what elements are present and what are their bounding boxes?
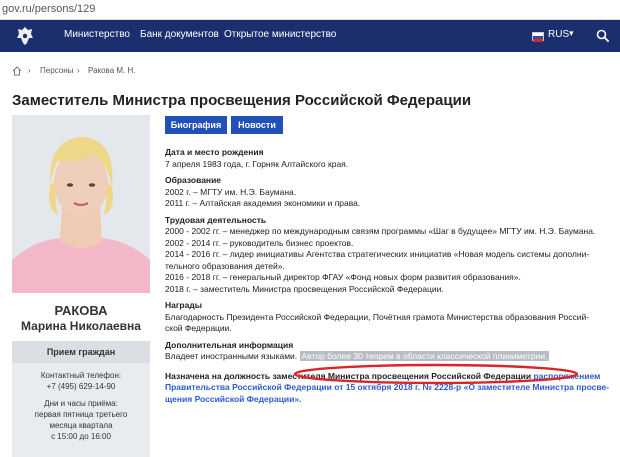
work-line: тельного образования детей». bbox=[165, 260, 285, 271]
person-surname: РАКОВА bbox=[54, 303, 108, 318]
work-line: 2016 - 2018 гг. – генеральный директор ФГАУ «Фонд новых форм развития образования». bbox=[165, 272, 521, 282]
chevron-down-icon[interactable]: ▾ bbox=[569, 28, 574, 38]
biography-content bbox=[165, 142, 615, 405]
chevron-right-icon: › bbox=[28, 66, 31, 75]
page-title: Заместитель Министра просвещения Российской Федерации bbox=[12, 92, 472, 109]
coat-of-arms-icon[interactable] bbox=[14, 25, 36, 47]
work-line: 2018 г. – заместитель Министра просвещения Российской Федерации. bbox=[165, 283, 444, 294]
breadcrumb-item-persons[interactable]: Персоны bbox=[40, 66, 74, 75]
decree-link[interactable]: распоряжением Правительства Российской Федерации от 15 октября 2018 г. № 2228-р «О заместителе Министра просве-щения Российской Федерации». bbox=[165, 370, 610, 404]
work-line: 2000 - 2002 гг. – менеджер по международным связям программы «Шаг в будущее» МГТУ им. Н.Э. Баумана. bbox=[165, 226, 596, 236]
search-icon[interactable] bbox=[596, 29, 610, 43]
url-text[interactable]: gov.ru/persons/129 bbox=[2, 3, 96, 15]
section-heading: Дата и место рождения bbox=[165, 147, 264, 157]
address-bar[interactable] bbox=[0, 0, 620, 20]
awards-line: ской Федерации. bbox=[165, 323, 232, 333]
appointment-label: Назначена на должность заместителя Министра просвещения Российской Федерации bbox=[165, 370, 532, 381]
person-name: Марина Николаевна bbox=[21, 319, 141, 333]
hours-line: первая пятница третьего bbox=[34, 410, 128, 419]
extra-info bbox=[165, 351, 615, 363]
work-line: 2002 - 2014 гг. – руководитель бизнес проектов. bbox=[165, 237, 354, 248]
tab-news[interactable]: Новости bbox=[231, 116, 283, 134]
education-line: 2011 г. – Алтайская академия экономики и права. bbox=[165, 198, 361, 208]
hours-line: месяца квартала bbox=[49, 421, 113, 430]
chevron-right-icon: › bbox=[77, 66, 80, 75]
awards-line: Благодарность Президента Российской Федерации, Почётная грамота Министерства образования Россий- bbox=[165, 311, 590, 322]
tab-biography[interactable]: Биография bbox=[165, 116, 227, 134]
nav-item-ministry[interactable]: Министерство bbox=[64, 29, 130, 40]
section-heading: Образование bbox=[165, 175, 222, 185]
birth-text: 7 апреля 1983 года, г. Горняк Алтайского края. bbox=[165, 158, 349, 169]
person-photo bbox=[12, 115, 150, 293]
phone-label: Контактный телефон: bbox=[40, 371, 122, 380]
nav-item-documents[interactable]: Банк документов bbox=[140, 29, 219, 40]
work-line: 2014 - 2016 гг. – лидер инициативы Агентства стратегических инициатив «Новая модель системы дополни- bbox=[165, 249, 590, 259]
section-heading: Дополнительная информация bbox=[165, 339, 294, 350]
breadcrumb-item-current: Ракова М. Н. bbox=[88, 66, 136, 75]
hours-line: с 15:00 до 16:00 bbox=[51, 432, 111, 441]
nav-item-open-ministry[interactable]: Открытое министерство bbox=[224, 29, 337, 40]
section-heading: Трудовая деятельность bbox=[165, 214, 267, 225]
section-heading: Награды bbox=[165, 300, 202, 310]
reception-heading[interactable]: Прием граждан bbox=[12, 341, 150, 363]
highlighted-text: Автор более 30 теорем в области классической планиметрии. bbox=[301, 351, 548, 361]
education-line: 2002 г. – МГТУ им. Н.Э. Баумана. bbox=[165, 186, 297, 197]
russian-flag-icon bbox=[532, 32, 544, 41]
language-selector[interactable]: RUS bbox=[548, 29, 570, 40]
extra-info-text: Владеет иностранными языками. bbox=[165, 351, 298, 361]
top-navbar bbox=[0, 20, 620, 52]
home-icon[interactable] bbox=[12, 66, 22, 76]
reception-panel bbox=[12, 341, 150, 457]
appointment-text bbox=[165, 371, 615, 406]
hours-label: Дни и часы приёма: bbox=[44, 399, 118, 408]
phone-number[interactable]: +7 (495) 629-14-90 bbox=[46, 382, 116, 391]
